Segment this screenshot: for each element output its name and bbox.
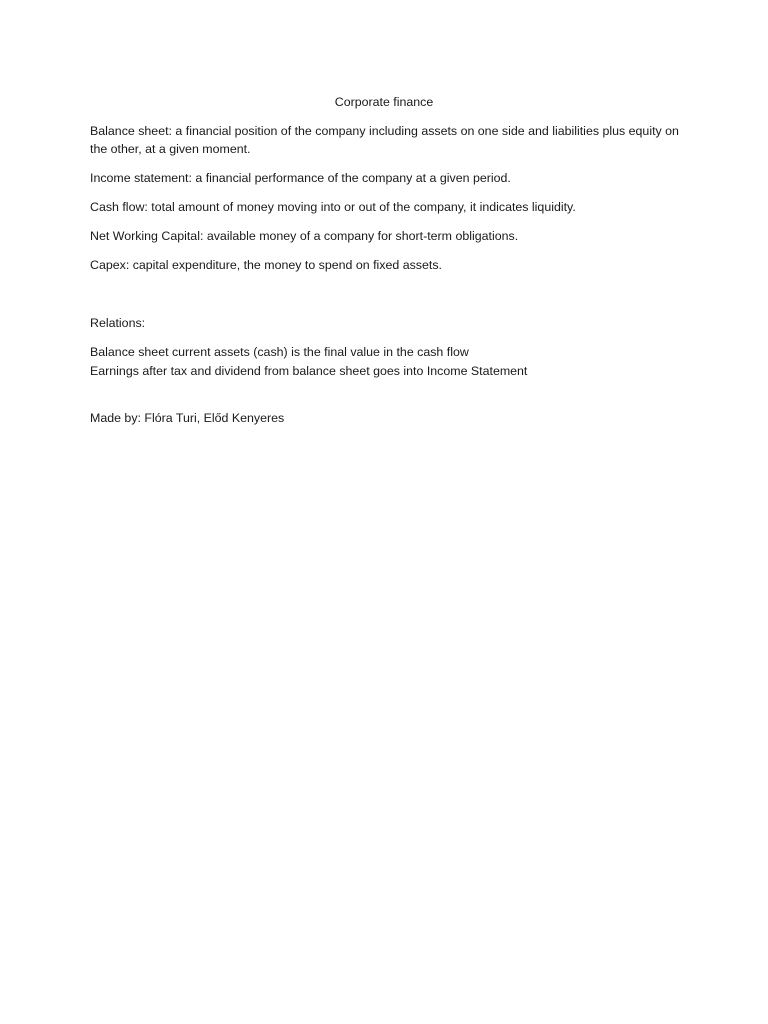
made-by-line: Made by: Flóra Turi, Előd Kenyeres — [90, 411, 285, 425]
relation-line: Balance sheet current assets (cash) is the final value in the cash flow — [90, 345, 469, 359]
definition-net-working-capital: Net Working Capital: available money of a company for short-term obligations. — [90, 229, 519, 243]
definition-income-statement: Income statement: a financial performance of the company at a given period. — [90, 171, 511, 185]
definition-balance-sheet: Balance sheet: a financial position of the company including assets on one side and liabilities plus equity on the other, at a given moment. — [90, 123, 679, 156]
document-content — [90, 93, 690, 438]
document-title: Corporate finance — [334, 95, 434, 109]
definition-capex: Capex: capital expenditure, the money to spend on fixed assets. — [90, 258, 442, 272]
relations-heading: Relations: — [90, 316, 146, 330]
definition-cash-flow: Cash flow: total amount of money moving into or out of the company, it indicates liquidity. — [90, 200, 576, 214]
relation-line: Earnings after tax and dividend from balance sheet goes into Income Statement — [90, 363, 528, 378]
relations-block — [90, 343, 690, 380]
blank-line — [90, 285, 690, 314]
